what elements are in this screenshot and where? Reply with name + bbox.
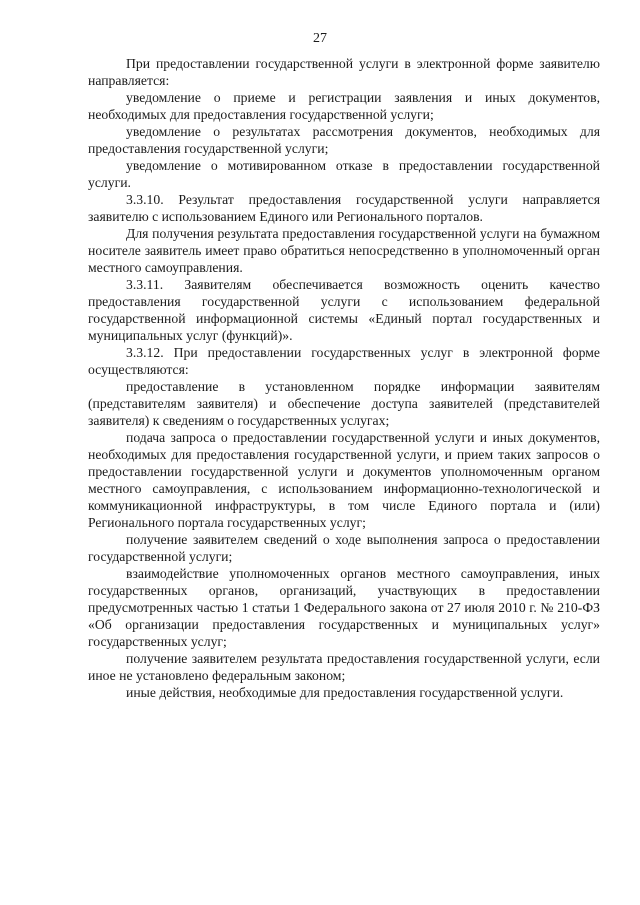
paragraph: 3.3.12. При предоставлении государственных услуг в электронной форме осуществляются: [88,345,600,377]
paragraph: уведомление о мотивированном отказе в предоставлении государственной услуги. [88,158,600,190]
paragraph: При предоставлении государственной услуги в электронной форме заявителю направляется: [88,56,600,88]
paragraph: уведомление о результатах рассмотрения документов, необходимых для предоставления государственной услуги; [88,124,600,156]
paragraph: уведомление о приеме и регистрации заявления и иных документов, необходимых для предоставления государственной услуги; [88,90,600,122]
paragraph: иные действия, необходимые для предоставления государственной услуги. [126,685,564,700]
paragraph: получение заявителем результата предоставления государственной услуги, если иное не установлено федеральным законом; [88,651,600,683]
paragraph: взаимодействие уполномоченных органов местного самоуправления, иных государственных органов, организаций, участвующих в предоставлении предусмотренных частью 1 статьи 1 Федерального закона от 27 июля 2010 г. № 210-ФЗ «Об организации предоставления государственных и муниципальных услуг» государственных услуг; [88,566,600,649]
paragraph: 3.3.10. Результат предоставления государственной услуги направляется заявителю с использованием Единого или Регионального порталов. [88,192,600,224]
paragraph: 3.3.11. Заявителям обеспечивается возможность оценить качество предоставления государственной услуги с использованием федеральной государственной информационной системы «Единый портал государственных и муниципальных услуг (функций)». [88,277,600,343]
paragraph: предоставление в установленном порядке информации заявителям (представителям заявителя) и обеспечение доступа заявителей (представителей заявителя) к сведениям о государственных услугах; [88,379,600,428]
paragraph: подача запроса о предоставлении государственной услуги и иных документов, необходимых для предоставления государственной услуги, и прием таких запросов о предоставлении государственной услуги и документов уполномоченным органом местного самоуправления, с использованием информационно-технологической и коммуникационной инфраструктуры, в том числе Единого портала и (или) Регионального портала государственных услуг; [88,430,600,530]
document-body [88,55,600,701]
page-number: 27 [313,31,327,46]
paragraph: Для получения результата предоставления государственной услуги на бумажном носителе заявитель имеет право обратиться непосредственно в уполномоченный орган местного самоуправления. [88,226,600,275]
paragraph: получение заявителем сведений о ходе выполнения запроса о предоставлении государственной услуги; [88,532,600,564]
